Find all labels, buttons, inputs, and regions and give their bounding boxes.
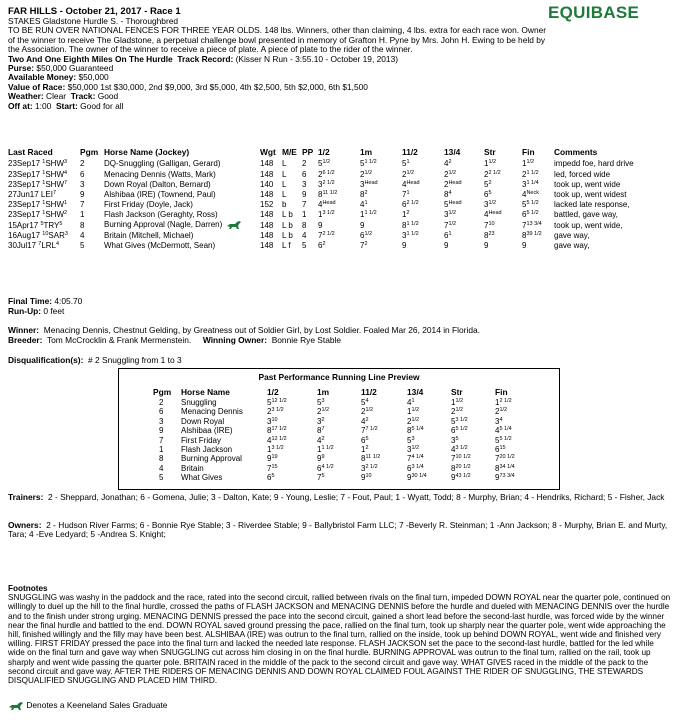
pp-call-cell: $3^5$ xyxy=(451,435,459,445)
pp-pgm-cell: 4 xyxy=(159,463,164,473)
call-cell: $2^{6 1/2}$ xyxy=(318,169,335,179)
weight-cell: 148 xyxy=(260,159,274,169)
owners-section: Owners: 2 - Hudson River Farms; 6 - Bonnie Rye Stable; 3 - Riverdee Stable; 9 - Ballybristol Farm LLC; 7 -Beverly R. Steinman; 1 -Ann Jackson; 8 - Murphy, Brian E. and Murty, Tara; 4 -Eve Ledyard; 5 -Andrea S. Knight; xyxy=(8,520,668,540)
pp-col-header: Str xyxy=(451,386,463,397)
last-raced-cell: 16Aug17 $^{10}$SAR$^3$ xyxy=(8,230,68,240)
entry-row xyxy=(8,230,678,240)
pp-pgm-cell: 8 xyxy=(159,454,164,464)
call-cell: 9 xyxy=(444,240,449,250)
pp-row xyxy=(153,398,535,407)
call-cell: $8^{1 1/2}$ xyxy=(402,220,419,230)
pp-call-cell: $9^9$ xyxy=(317,454,325,464)
pp-call-cell: $8^7$ xyxy=(317,426,325,436)
pp-call-cell: $6^{4 1/2}$ xyxy=(317,463,334,473)
call-cell: $3^{1 1/4}$ xyxy=(522,179,539,189)
med-equip-cell: L xyxy=(282,179,287,189)
pp-call-cell: $5^{12 1/2}$ xyxy=(267,398,287,407)
pp-call-cell: $9^{43 1/2}$ xyxy=(451,473,471,483)
weight-cell: 148 xyxy=(260,189,274,199)
entry-row xyxy=(8,241,678,251)
call-cell: 9 xyxy=(318,220,323,230)
pp-preview-box xyxy=(118,368,560,490)
call-cell: $7^{13 3/4}$ xyxy=(522,220,542,230)
pgm-cell: 5 xyxy=(80,240,85,250)
post-position-cell: 1 xyxy=(302,210,307,220)
comment-cell: led, forced wide xyxy=(554,169,611,179)
footnotes-heading: Footnotes xyxy=(8,584,48,593)
comment-cell: gave way, xyxy=(554,230,590,240)
call-cell: $8^2$ xyxy=(360,189,368,199)
post-position-cell: 5 xyxy=(302,240,307,250)
comment-cell: took up, went wide, xyxy=(554,220,623,230)
call-cell: $5^{1/2}$ xyxy=(318,159,331,169)
call-cell: $2^{2 1/2}$ xyxy=(484,169,501,179)
call-cell: 9 xyxy=(522,240,527,250)
pp-call-cell: $6^{5 1/2}$ xyxy=(451,426,468,436)
race-conditions: TO BE RUN OVER NATIONAL FENCES FOR THREE YEAR OLDS. 148 lbs. Winners, other than claiming, 4 lbs. extra for each race won. Owner of the winner to receive The Gladstone, a perpetual challenge bowl presented in memory of Grafton H. Pyne by Mrs. John H. Ewing to be held by the Association. The owner of the winner to receive a piece of plate. A piece of plate to the rider of the winner. xyxy=(8,25,547,55)
pp-call-cell: $8^{34 1/4}$ xyxy=(495,463,515,473)
pp-col-header: 11/2 xyxy=(361,386,377,397)
call-cell: $7^1$ xyxy=(402,189,410,199)
call-cell: $7^{10}$ xyxy=(484,220,495,230)
pp-call-cell: $7^{4 1/4}$ xyxy=(407,454,424,464)
call-cell: $2^{1/2}$ xyxy=(360,169,373,179)
post-position-cell: 8 xyxy=(302,220,307,230)
pp-call-cell: $1^{1 1/2}$ xyxy=(317,445,334,455)
call-cell: $6^5$ xyxy=(484,189,492,199)
pp-call-cell: $2^{1/2}$ xyxy=(495,407,508,417)
comment-cell: took up, went wide xyxy=(554,179,621,189)
weight-cell: 148 xyxy=(260,240,274,250)
pp-header-row xyxy=(153,387,535,398)
call-cell: $2^{Head}$ xyxy=(444,179,462,189)
pp-pgm-cell: 3 xyxy=(159,416,164,426)
med-equip-cell: L f xyxy=(282,240,291,250)
pp-call-cell: $3^{1/2}$ xyxy=(407,445,420,455)
med-equip-cell: L b xyxy=(282,220,293,230)
call-cell: $5^{5 1/2}$ xyxy=(522,200,539,210)
comment-cell: impedd foe, hard drive xyxy=(554,159,634,169)
pp-call-cell: $5^3$ xyxy=(407,435,415,445)
call-cell: $4^{Neck}$ xyxy=(522,189,539,199)
call-cell: $4^{Head}$ xyxy=(402,179,420,189)
call-cell: $2^{1/2}$ xyxy=(444,169,457,179)
horse-cell: Britain (Mitchell, Michael) xyxy=(104,230,194,240)
pp-call-cell: $3^4$ xyxy=(495,416,503,426)
keeneland-horse-icon xyxy=(226,220,242,230)
pp-horse-cell: Flash Jackson xyxy=(181,445,233,455)
med-equip-cell: b xyxy=(282,200,287,210)
purse-line: Purse: $50,000 Guaranteed xyxy=(8,63,114,74)
call-cell: $5^1$ xyxy=(402,159,410,169)
pp-preview-title: Past Performance Running Line Preview xyxy=(258,372,420,382)
horse-cell: Menacing Dennis (Watts, Mark) xyxy=(104,169,216,179)
pp-call-cell: $3^{10}$ xyxy=(267,416,278,426)
pp-pgm-cell: 2 xyxy=(159,398,164,407)
call-cell: $3^{1/2}$ xyxy=(484,200,497,210)
pp-call-cell: $8^{11 1/2}$ xyxy=(361,454,381,464)
pp-call-cell: $1^{1/2}$ xyxy=(451,398,464,407)
pgm-cell: 4 xyxy=(80,230,85,240)
call-cell: $3^{1/2}$ xyxy=(444,210,457,220)
footnotes-text: SNUGGLING was washy in the paddock and the race, rated into the second circuit, rallied between rivals on the final turn, impeded DOWN ROYAL near the quarter pole, continued on willingly to duel up the hill to the final hurdle, crossed the paths of FLASH JACKSON and MENACING DENNIS before the hurdle and dueled with MENACING DENNIS over the hurdle and to the finish under strong urging. MENACING DENNIS pressed the pace into the second circuit, gained a short lead before the second-last hurdle, was forced wide by the winner near the final hurdle and battled to the end. DOWN ROYAL saved ground pressing the pace, rallied on the final turn, took up sharply near the quarter pole, went wide approaching the hill, finished willingly and the filly may have been best. ALSHIBAA (IRE) was outrun to the final turn, rallied on the inside, took up behind DOWN ROYAL, went wide and finished very willing. FIRST FRIDAY pressed the pace into the final turn and lacked the needed late response. FLASH JACKSON set the pace to the second-last hurdle, battled for the led while wide on the final turn and gave way when SNUGGLING cut across him closing in on the final hurdle. BURNING APPROVAL was outrun to the final turn, rallied on the rail, took up sharply and went wide passing the quarter pole. BRITAIN raced in the middle of the pack to the second circuit and gave way. WHAT GIVES raced in the middle of the pack to the second circuit and gave way. AFTER THE RIDERS OF MENACING DENNIS AND DOWN ROYAL CLAIMED FOUL AGAINST THE RIDER OF SNUGGLING, THE STEWARDS DISQUALIFIED SNUGGLING AND PLACED HIM THIRD. xyxy=(8,593,671,686)
pp-col-header: 1/2 xyxy=(267,386,279,397)
call-cell: $8^{39 1/2}$ xyxy=(522,230,542,240)
entries-table xyxy=(8,147,678,251)
race-header xyxy=(8,6,548,111)
pp-call-cell: $1^2$ xyxy=(361,445,369,455)
weight-cell: 140 xyxy=(260,179,274,189)
call-cell: $3^{1 1/2}$ xyxy=(402,230,419,240)
weather-line: Weather: Clear Track: Good xyxy=(8,91,119,102)
call-cell: $5^2$ xyxy=(484,179,492,189)
pp-pgm-cell: 9 xyxy=(159,426,164,436)
pp-call-cell: $7^5$ xyxy=(317,473,325,483)
pp-call-cell: $3^2$ xyxy=(317,416,325,426)
pp-row xyxy=(153,445,535,454)
post-position-cell: 4 xyxy=(302,230,307,240)
pp-horse-cell: Down Royal xyxy=(181,416,225,426)
pp-call-cell: $2^{1/2}$ xyxy=(361,407,374,417)
pp-col-header: 1m xyxy=(317,386,330,397)
call-cell: $3^{Head}$ xyxy=(360,179,378,189)
pp-call-cell: $7^{20 1/2}$ xyxy=(495,454,515,464)
pp-call-cell: $5^{3 1/2}$ xyxy=(451,416,468,426)
call-cell: $7^{2 1/2}$ xyxy=(318,230,335,240)
race-title: FAR HILLS - October 21, 2017 - Race 1 xyxy=(8,6,181,17)
call-cell: $6^{1/2}$ xyxy=(360,230,373,240)
post-position-cell: 6 xyxy=(302,169,307,179)
run-up: Run-Up: 0 feet xyxy=(8,306,65,316)
pp-call-cell: $8^{20 1/2}$ xyxy=(451,463,471,473)
horse-cell: Flash Jackson (Geraghty, Ross) xyxy=(104,210,218,220)
entry-row xyxy=(8,159,678,169)
call-cell: $6^{5 1/2}$ xyxy=(522,210,539,220)
entries-col-header: 13/4 xyxy=(444,147,461,158)
pp-call-cell: $7^{15}$ xyxy=(267,463,278,473)
call-cell: $2^{1/2}$ xyxy=(402,169,415,179)
pp-horse-cell: Snuggling xyxy=(181,398,217,407)
last-raced-cell: 27Jun17 LEI$^7$ xyxy=(8,189,56,199)
winner-line: Winner: Menacing Dennis, Chestnut Gelding, by Greatness out of Soldier Girl, by Lost Soldier. Foaled Mar 26, 2014 in Florida. xyxy=(8,325,480,335)
post-position-cell: 3 xyxy=(302,179,307,189)
pp-call-cell: $9^{73 3/4}$ xyxy=(495,473,515,483)
pp-horse-cell: First Friday xyxy=(181,435,221,445)
call-cell: $4^1$ xyxy=(360,200,368,210)
footnotes-section xyxy=(8,584,672,685)
entries-col-header: Horse Name (Jockey) xyxy=(104,147,190,158)
call-cell: $1^{1/2}$ xyxy=(522,159,535,169)
call-cell: 9 xyxy=(484,240,489,250)
entries-col-header: Wgt xyxy=(260,147,276,158)
call-cell: $7^{1/2}$ xyxy=(444,220,457,230)
pp-call-cell: $6^{3 1/4}$ xyxy=(407,463,424,473)
pp-preview-table xyxy=(153,387,535,483)
pp-pgm-cell: 7 xyxy=(159,435,164,445)
trainers-section: Trainers: 2 - Sheppard, Jonathan; 6 - Gomena, Julie; 3 - Dalton, Kate; 9 - Young, Leslie; 7 - Fout, Paul; 1 - Wyatt, Todd; 8 - Murphy, Brian; 4 - Hendriks, Richard; 5 - Fisher, Jack xyxy=(8,492,665,502)
pp-row xyxy=(153,436,535,445)
horse-cell: Down Royal (Dalton, Bernard) xyxy=(104,179,211,189)
horse-cell: First Friday (Doyle, Jack) xyxy=(104,200,193,210)
pgm-cell: 7 xyxy=(80,200,85,210)
med-equip-cell: L xyxy=(282,169,287,179)
pp-call-cell: $4^{12 1/2}$ xyxy=(267,435,287,445)
med-equip-cell: L xyxy=(282,189,287,199)
pp-call-cell: $7^{7 1/2}$ xyxy=(361,426,378,436)
pp-call-cell: $8^{17 1/2}$ xyxy=(267,426,287,436)
disqualification-line: Disqualification(s): # 2 Snuggling from 1 to 3 xyxy=(8,355,182,365)
weight-cell: 148 xyxy=(260,220,274,230)
entries-col-header: 1m xyxy=(360,147,373,158)
weight-cell: 148 xyxy=(260,169,274,179)
pp-row xyxy=(153,426,535,435)
pgm-cell: 6 xyxy=(80,169,85,179)
breeder-line: Breeder: Tom McCrocklin & Frank Mermenstein. Winning Owner: Bonnie Rye Stable xyxy=(8,335,342,345)
call-cell: $8^4$ xyxy=(444,189,452,199)
entries-header-row xyxy=(8,147,678,159)
call-cell: 9 xyxy=(360,220,365,230)
last-raced-cell: 30Jul17 $^7$LRL$^4$ xyxy=(8,240,60,250)
pp-call-cell: $6^5$ xyxy=(361,435,369,445)
pp-call-cell: $5^3$ xyxy=(317,398,325,407)
pp-pgm-cell: 5 xyxy=(159,473,164,483)
call-cell: $4^2$ xyxy=(444,159,452,169)
available-money-line: Available Money: $50,000 xyxy=(8,72,109,83)
call-cell: $1^{1 1/2}$ xyxy=(360,210,377,220)
pp-call-cell: $9^{30 1/4}$ xyxy=(407,473,427,483)
med-equip-cell: L b xyxy=(282,230,293,240)
pp-row xyxy=(153,473,535,482)
weight-cell: 152 xyxy=(260,200,274,210)
pgm-cell: 2 xyxy=(80,159,85,169)
pp-horse-cell: Britain xyxy=(181,463,204,473)
entry-row xyxy=(8,210,678,220)
call-cell: $8^{23}$ xyxy=(484,230,495,240)
pp-horse-cell: What Gives xyxy=(181,473,223,483)
race-type: STAKES Gladstone Hurdle S. - Thoroughbred xyxy=(8,16,179,26)
pp-horse-cell: Alshibaa (IRE) xyxy=(181,426,233,436)
horse-cell: DQ-Snuggling (Galligan, Gerard) xyxy=(104,159,221,169)
last-raced-cell: 23Sep17 $^1$SHW$^7$ xyxy=(8,179,68,189)
keeneland-legend: Denotes a Keeneland Sales Graduate xyxy=(8,701,167,711)
last-raced-cell: 23Sep17 $^1$SHW$^1$ xyxy=(8,200,68,210)
pgm-cell: 8 xyxy=(80,220,85,230)
pp-pgm-cell: 1 xyxy=(159,445,164,455)
horse-cell: Alshibaa (IRE) (Townend, Paul) xyxy=(104,189,216,199)
call-cell: 9 xyxy=(402,240,407,250)
pp-call-cell: $2^{3 1/2}$ xyxy=(267,407,284,417)
pp-call-cell: $1^{3 1/2}$ xyxy=(267,445,284,455)
post-position-cell: 7 xyxy=(302,200,307,210)
post-position-cell: 2 xyxy=(302,159,307,169)
med-equip-cell: L xyxy=(282,159,287,169)
pp-row xyxy=(153,464,535,473)
pp-horse-cell: Menacing Dennis xyxy=(181,407,243,417)
pp-call-cell: $5^{5 1/2}$ xyxy=(495,435,512,445)
call-cell: $4^{Head}$ xyxy=(318,200,336,210)
call-cell: $8^{11 1/2}$ xyxy=(318,189,338,199)
pp-call-cell: $4^{5 1/4}$ xyxy=(495,426,512,436)
med-equip-cell: L b xyxy=(282,210,293,220)
call-cell: $4^{Head}$ xyxy=(484,210,502,220)
entries-col-header: Pgm xyxy=(80,147,99,158)
call-cell: $7^2$ xyxy=(360,240,368,250)
weight-cell: 148 xyxy=(260,230,274,240)
post-position-cell: 9 xyxy=(302,189,307,199)
call-cell: $3^{2 1/2}$ xyxy=(318,179,335,189)
call-cell: $6^2$ xyxy=(318,240,326,250)
pp-call-cell: $9^{19}$ xyxy=(267,454,278,464)
entry-row xyxy=(8,169,678,179)
weight-cell: 148 xyxy=(260,210,274,220)
entries-col-header: 1/2 xyxy=(318,147,330,158)
horse-icon xyxy=(8,701,24,711)
comment-cell: battled, gave way, xyxy=(554,210,618,220)
pp-horse-cell: Burning Approval xyxy=(181,454,242,464)
entry-row xyxy=(8,179,678,189)
pp-col-header: Fin xyxy=(495,386,508,397)
pp-call-cell: $7^{10 1/2}$ xyxy=(451,454,471,464)
pgm-cell: 9 xyxy=(80,189,85,199)
entries-col-header: Str xyxy=(484,147,496,158)
pp-col-header: Pgm xyxy=(153,386,172,397)
pp-call-cell: $2^{1/2}$ xyxy=(407,416,420,426)
pp-pgm-cell: 6 xyxy=(159,407,164,417)
final-time: Final Time: 4:05.70 xyxy=(8,296,83,306)
call-cell: $6^{2 1/2}$ xyxy=(402,200,419,210)
pp-call-cell: $4^1$ xyxy=(407,398,415,407)
entries-col-header: Comments xyxy=(554,147,598,158)
pp-call-cell: $6^5$ xyxy=(267,473,275,483)
pp-row xyxy=(153,407,535,416)
pp-call-cell: $5^4$ xyxy=(361,398,369,407)
entry-row xyxy=(8,190,678,200)
pp-row xyxy=(153,454,535,463)
last-raced-cell: 23Sep17 $^1$SHW$^3$ xyxy=(8,159,68,169)
pp-col-header: 13/4 xyxy=(407,386,424,397)
off-at-line: Off at: 1:00 Start: Good for all xyxy=(8,100,124,111)
pp-call-cell: $4^{3 1/2}$ xyxy=(451,445,468,455)
pp-call-cell: $1^{1/2}$ xyxy=(407,407,420,417)
horse-cell: What Gives (McDermott, Sean) xyxy=(104,240,216,250)
pp-call-cell: $6^{15}$ xyxy=(495,445,506,455)
entries-col-header: PP xyxy=(302,147,314,158)
pgm-cell: 3 xyxy=(80,179,85,189)
call-cell: $5^{Head}$ xyxy=(444,200,462,210)
last-raced-cell: 23Sep17 $^1$SHW$^2$ xyxy=(8,210,68,220)
call-cell: $5^{1 1/2}$ xyxy=(360,159,377,169)
pp-call-cell: $9^{10}$ xyxy=(361,473,372,483)
comment-cell: lacked late response, xyxy=(554,200,630,210)
entry-row xyxy=(8,200,678,210)
entries-col-header: M/E xyxy=(282,147,297,158)
comment-cell: took up, went widest xyxy=(554,189,627,199)
last-raced-cell: 23Sep17 $^1$SHW$^4$ xyxy=(8,169,68,179)
pp-call-cell: $2^{1/2}$ xyxy=(317,407,330,417)
pp-col-header: Horse Name xyxy=(181,386,230,397)
entries-col-header: 11/2 xyxy=(402,147,418,158)
call-cell: $1^2$ xyxy=(402,210,410,220)
call-cell: $1^{3 1/2}$ xyxy=(318,210,335,220)
entries-col-header: Fin xyxy=(522,147,535,158)
entries-col-header: Last Raced xyxy=(8,147,53,158)
call-cell: $2^{1 1/2}$ xyxy=(522,169,539,179)
pp-call-cell: $4^2$ xyxy=(361,416,369,426)
pp-call-cell: $8^{5 1/4}$ xyxy=(407,426,424,436)
pp-call-cell: $2^{1/2}$ xyxy=(451,407,464,417)
entry-row xyxy=(8,220,678,230)
horse-cell: Burning Approval (Nagle, Darren) xyxy=(104,220,260,230)
pp-call-cell: $4^2$ xyxy=(317,435,325,445)
last-raced-cell: 15Apr17 $^5$TRY$^5$ xyxy=(8,220,63,230)
pgm-cell: 1 xyxy=(80,210,85,220)
distance-line: Two And One Eighth Miles On The Hurdle Track Record: (Kisser N Run - 3:55.10 - October 19, 2013) xyxy=(8,53,399,64)
pp-call-cell: $1^{2 1/2}$ xyxy=(495,398,512,407)
pp-call-cell: $3^{2 1/2}$ xyxy=(361,463,378,473)
call-cell: $6^1$ xyxy=(444,230,452,240)
equibase-logo: EQUIBASE xyxy=(548,3,640,22)
comment-cell: gave way, xyxy=(554,240,590,250)
call-cell: $1^{1/2}$ xyxy=(484,159,497,169)
value-of-race-line: Value of Race: $50,000 1st $30,000, 2nd $9,000, 3rd $5,000, 4th $2,500, 5th $2,000, 6th $1,500 xyxy=(8,81,368,92)
pp-row xyxy=(153,417,535,426)
